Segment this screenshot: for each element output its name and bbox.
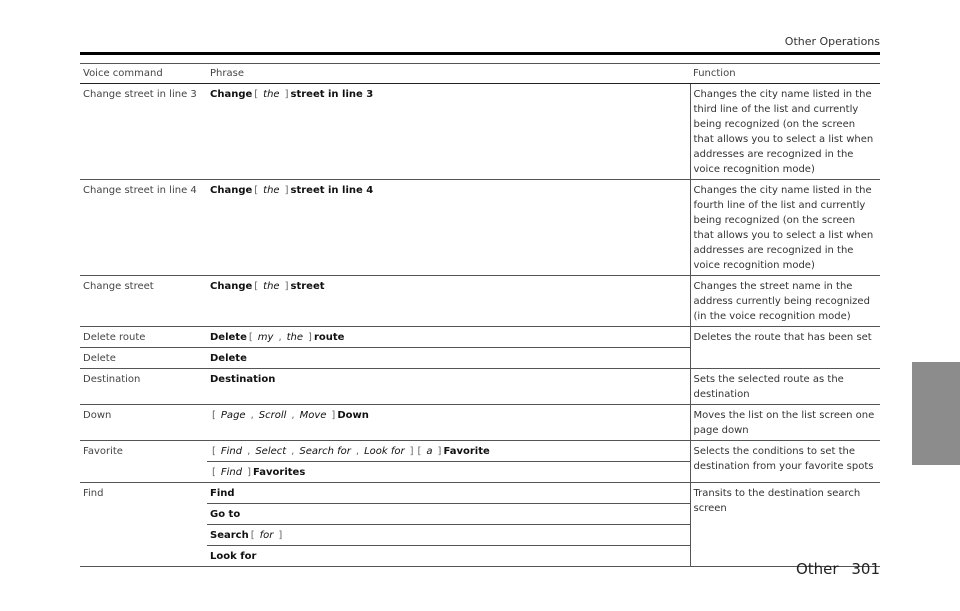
function-cell: Transits to the destination search screen — [690, 483, 880, 567]
phrase-cell: Change [ the ] street — [207, 276, 690, 327]
phrase-cell: Search [ for ] — [207, 525, 690, 546]
phrase-cell — [207, 504, 690, 525]
phrase-word: street in line 4 — [290, 185, 374, 196]
voice-command-cell: Destination — [80, 369, 207, 405]
column-header-phrase: Phrase — [207, 64, 690, 84]
phrase-cell: Change [ the ] street in line 4 — [207, 180, 690, 276]
voice-command-cell: Change street in line 3 — [80, 84, 207, 180]
function-cell: Changes the city name listed in the third line of the list and currently being recognized (on the screen that allows you to select a list when addresses are recognized in the voice recognition mode) — [690, 84, 880, 180]
phrase-optional: the — [286, 332, 304, 343]
phrase-cell — [207, 369, 690, 405]
column-header-voice-command: Voice command — [80, 64, 207, 84]
phrase-word: street in line 3 — [290, 89, 374, 100]
phrase-word: Down — [337, 410, 369, 421]
phrase-optional: Select — [255, 446, 287, 457]
phrase-cell — [207, 546, 690, 567]
phrase-word: Destination — [210, 374, 276, 385]
phrase-cell: Delete [ my , the ] route — [207, 327, 690, 348]
voice-command-cell: Favorite — [80, 441, 207, 483]
table-row — [80, 441, 880, 462]
page-number: 301 — [851, 560, 880, 578]
phrase-optional: Move — [299, 410, 327, 421]
phrase-optional: the — [263, 281, 280, 292]
phrase-optional: Search for — [299, 446, 351, 457]
phrase-optional: Page — [220, 410, 246, 421]
phrase-word: Change — [210, 185, 253, 196]
phrase-optional: Look for — [364, 446, 405, 457]
table-row — [80, 483, 880, 504]
phrase-cell: [ Find , Select , Search for , Look for ] [ a ] Favorite — [207, 441, 690, 462]
phrase-word: route — [313, 332, 345, 343]
table-row — [80, 405, 880, 441]
voice-command-cell: Change street in line 4 — [80, 180, 207, 276]
table-header-row — [80, 64, 880, 84]
phrase-cell — [207, 348, 690, 369]
phrase-word: Find — [210, 488, 235, 499]
phrase-cell: [ Page , Scroll , Move ] Down — [207, 405, 690, 441]
voice-command-cell: Find — [80, 483, 207, 567]
phrase-optional: my — [257, 332, 274, 343]
phrase-word: Change — [210, 89, 253, 100]
phrase-word: Favorite — [443, 446, 490, 457]
phrase-optional: a — [426, 446, 433, 457]
phrase-word: Favorites — [253, 467, 306, 478]
phrase-word: Go to — [210, 509, 241, 520]
table-row — [80, 369, 880, 405]
table-row — [80, 180, 880, 276]
voice-command-cell: Delete route — [80, 327, 207, 348]
phrase-cell — [207, 483, 690, 504]
phrase-optional: the — [263, 185, 280, 196]
phrase-word: Delete — [210, 353, 247, 364]
chapter-side-tab — [912, 362, 960, 465]
phrase-word: Search — [210, 530, 249, 541]
phrase-optional: for — [259, 530, 274, 541]
phrase-optional: Find — [220, 446, 243, 457]
chapter-name: Other — [795, 560, 839, 578]
table-row — [80, 327, 880, 348]
header-rule — [80, 52, 880, 55]
function-cell: Deletes the route that has been set — [690, 327, 880, 369]
page-footer — [788, 560, 880, 578]
phrase-word: Look for — [210, 551, 257, 562]
function-cell: Sets the selected route as the destination — [690, 369, 880, 405]
phrase-optional: the — [263, 89, 280, 100]
phrase-optional: Find — [220, 467, 243, 478]
voice-command-cell: Change street — [80, 276, 207, 327]
section-header: Other Operations — [784, 35, 880, 48]
function-cell: Selects the conditions to set the destination from your favorite spots — [690, 441, 880, 483]
function-cell: Changes the street name in the address currently being recognized (in the voice recognition mode) — [690, 276, 880, 327]
phrase-word: street — [290, 281, 325, 292]
phrase-optional: Scroll — [258, 410, 287, 421]
voice-command-cell: Delete — [80, 348, 207, 369]
table-row — [80, 84, 880, 180]
phrase-cell: [ Find ] Favorites — [207, 462, 690, 483]
function-cell: Changes the city name listed in the fourth line of the list and currently being recognized (on the screen that allows you to select a list when addresses are recognized in the voice recognition mode) — [690, 180, 880, 276]
phrase-word: Delete — [210, 332, 247, 343]
column-header-function: Function — [690, 64, 880, 84]
phrase-word: Change — [210, 281, 253, 292]
voice-command-table — [80, 63, 880, 567]
voice-command-cell: Down — [80, 405, 207, 441]
table-row — [80, 276, 880, 327]
function-cell: Moves the list on the list screen one page down — [690, 405, 880, 441]
phrase-cell: Change [ the ] street in line 3 — [207, 84, 690, 180]
